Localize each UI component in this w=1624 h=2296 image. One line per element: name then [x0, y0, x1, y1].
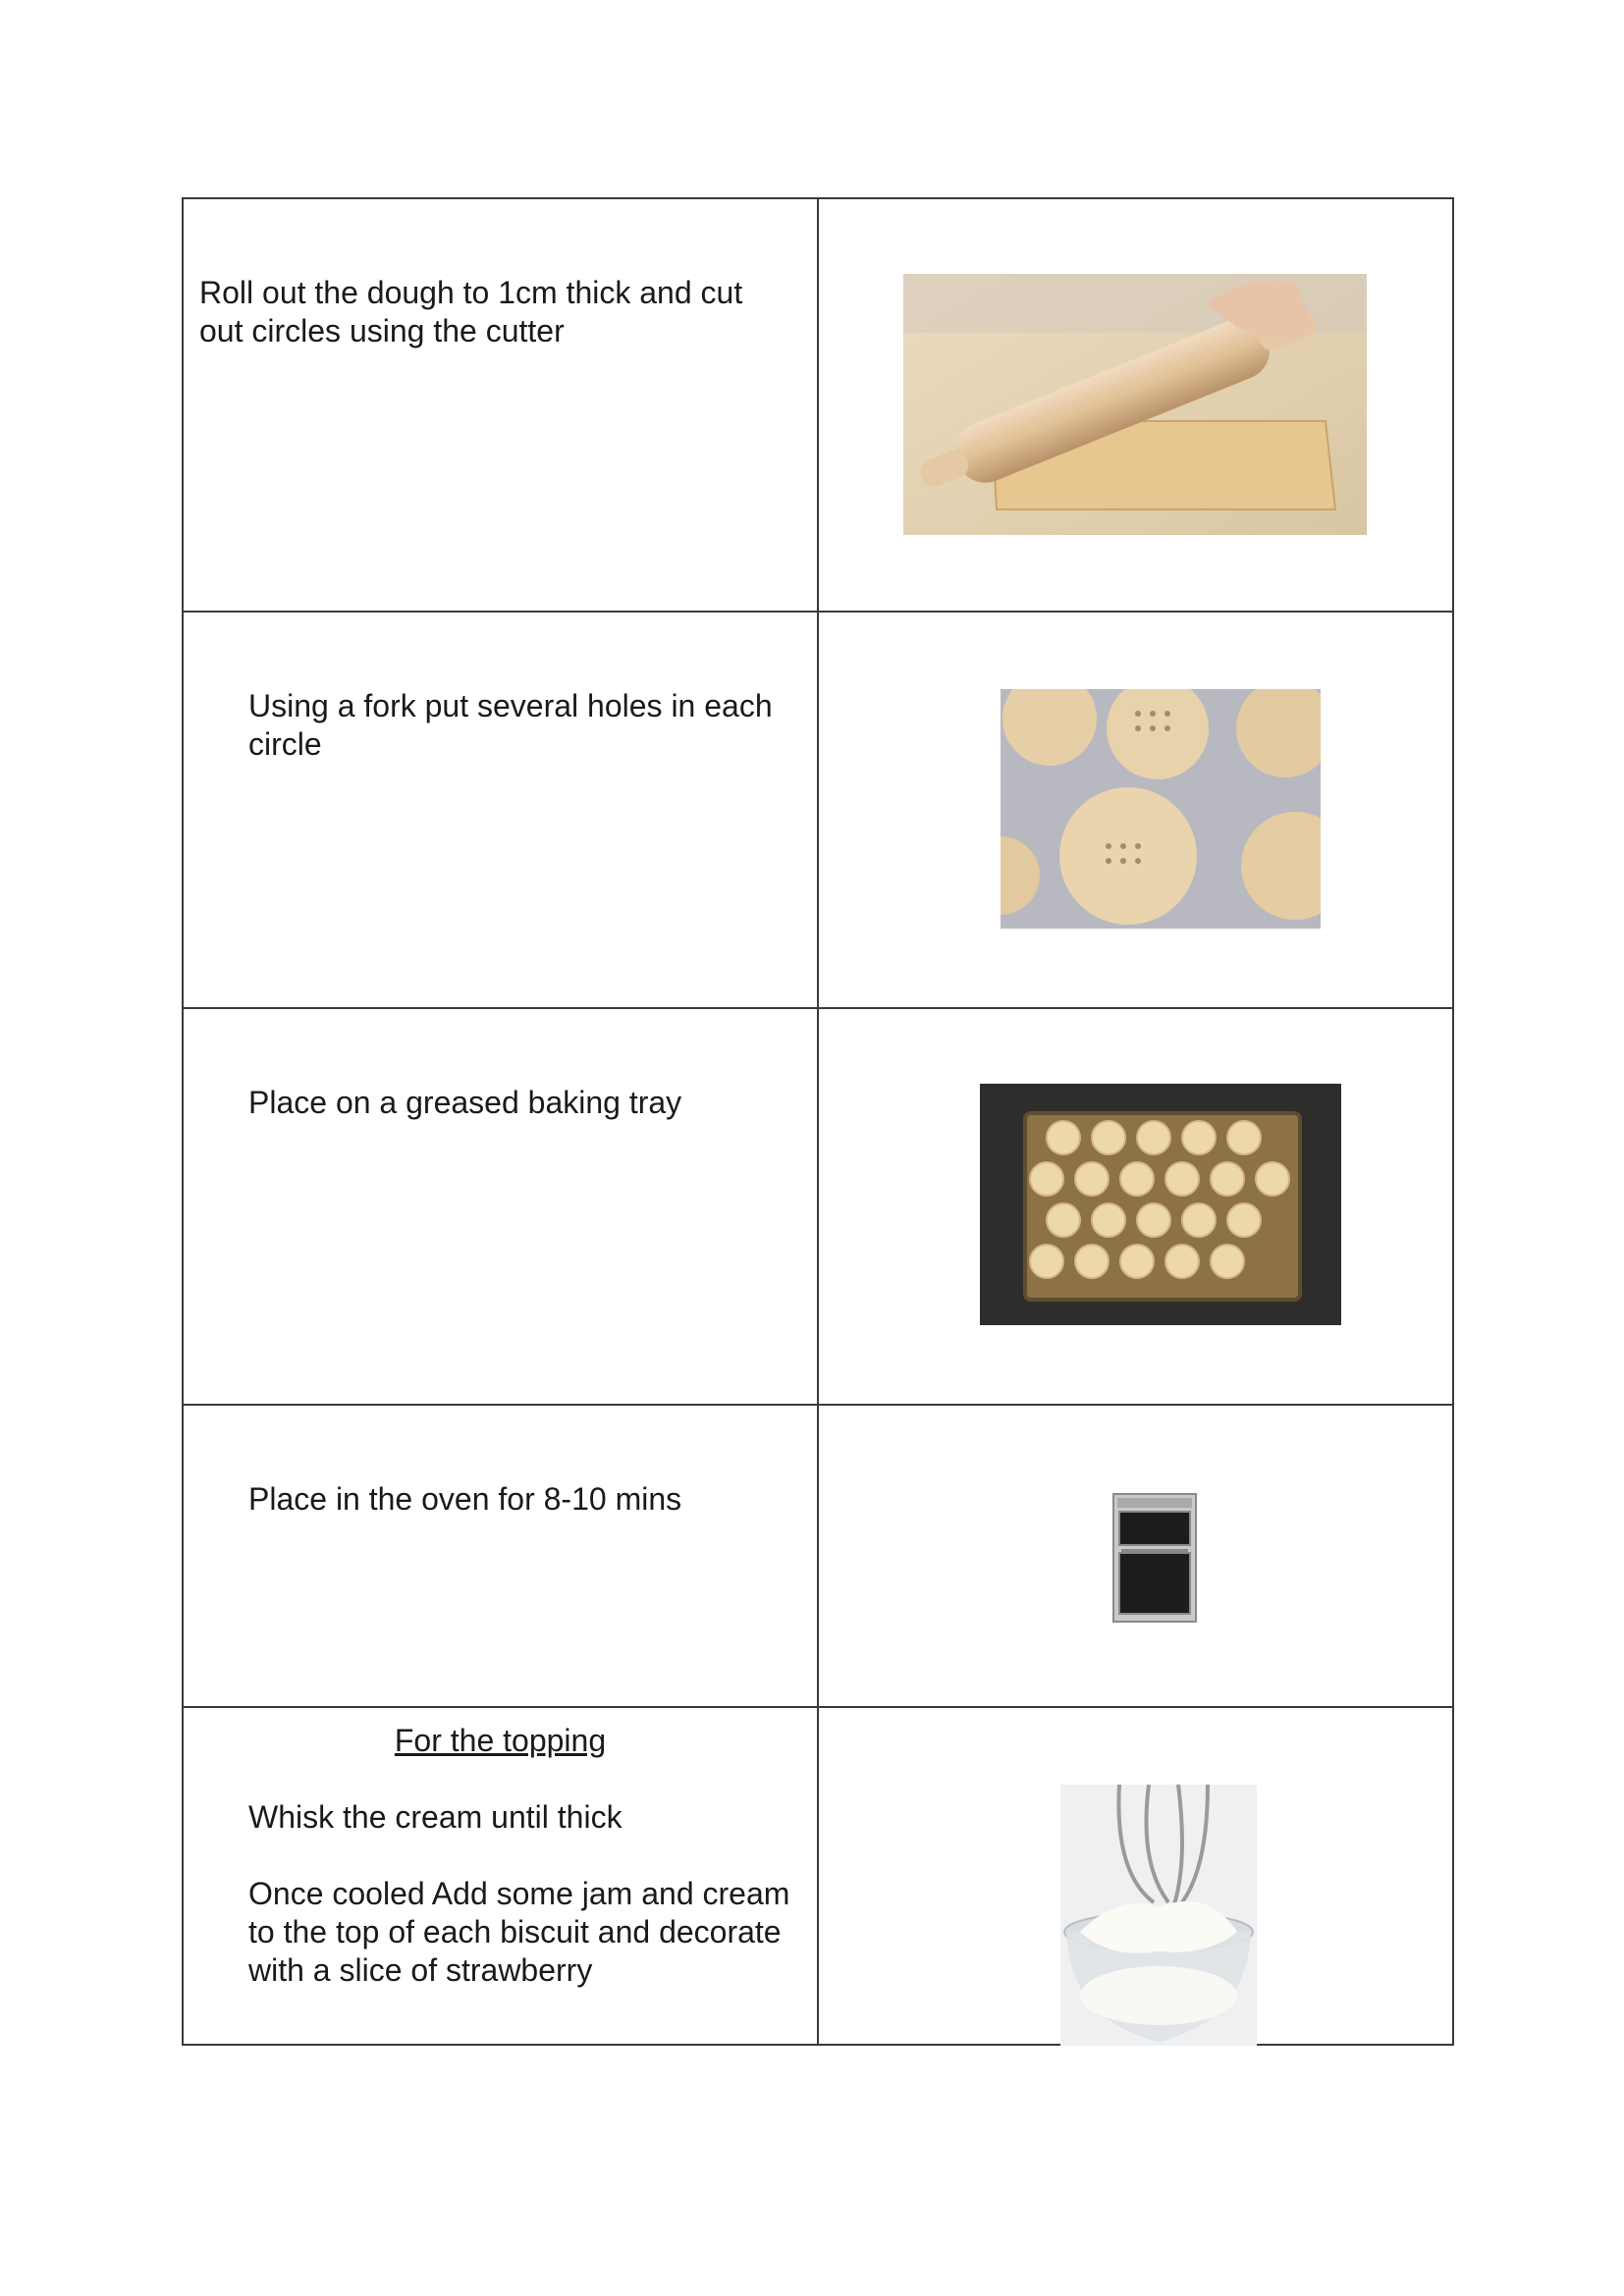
- step-text-cell: [183, 1405, 818, 1707]
- double-oven-photo: [1108, 1490, 1202, 1626]
- step-image-cell: [818, 1405, 1453, 1707]
- step-text: Using a fork put several holes in each circle: [248, 688, 773, 762]
- table-row: [183, 612, 1453, 1008]
- whisked-cream-bowl-photo: [1060, 1785, 1257, 2046]
- recipe-steps-table: [182, 197, 1454, 2046]
- step-text: Place on a greased baking tray: [248, 1085, 682, 1120]
- table-row: [183, 1008, 1453, 1405]
- step-text-cell: [183, 612, 818, 1008]
- topping-heading: For the topping: [394, 1723, 607, 1758]
- step-text-cell: [183, 198, 818, 612]
- table-row: [183, 1405, 1453, 1707]
- step-image-cell: [818, 198, 1453, 612]
- step-text: Place in the oven for 8-10 mins: [248, 1481, 682, 1517]
- step-text-cell: [183, 1008, 818, 1405]
- topping-text-cell: [183, 1707, 818, 2045]
- step-text: Roll out the dough to 1cm thick and cut out circles using the cutter: [199, 275, 743, 348]
- rolling-pin-dough-photo: [903, 274, 1367, 535]
- step-image-cell: [818, 612, 1453, 1008]
- biscuits-on-baking-tray-photo: [980, 1084, 1341, 1325]
- pricked-dough-circles-photo: [1001, 689, 1321, 929]
- topping-step-text: Once cooled Add some jam and cream to the top of each biscuit and decorate with a slice of strawberry: [248, 1876, 790, 1988]
- step-image-cell: [818, 1008, 1453, 1405]
- topping-step-text: Whisk the cream until thick: [248, 1799, 623, 1835]
- step-image-cell: [818, 1707, 1453, 2045]
- table-row: [183, 1707, 1453, 2045]
- table-row: [183, 198, 1453, 612]
